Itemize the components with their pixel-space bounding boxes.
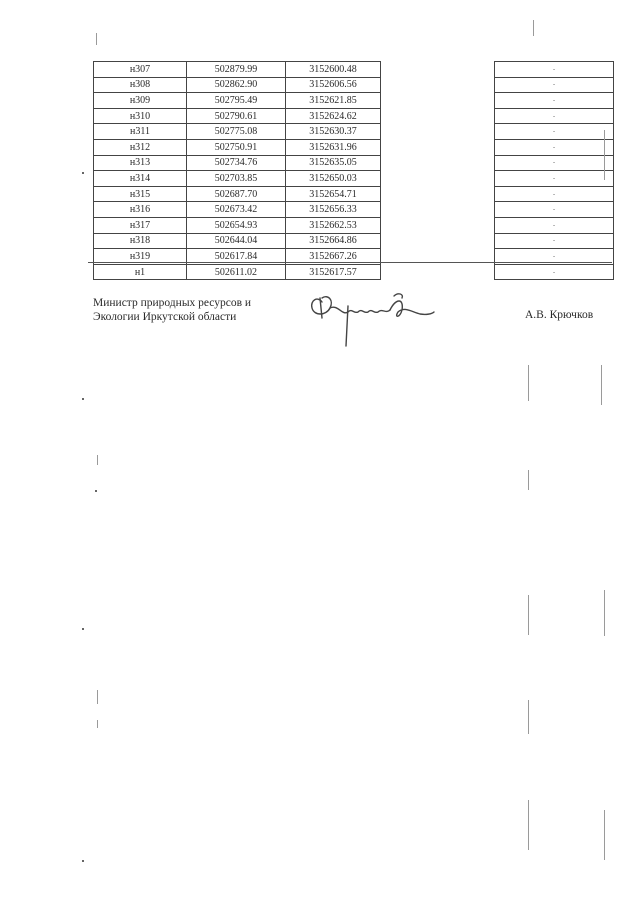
scan-artifact-dot <box>82 860 84 862</box>
table-row <box>94 264 614 280</box>
empty-column-gap <box>381 62 495 78</box>
coordinates-table-body <box>94 62 614 280</box>
point-cell: н316 <box>94 202 187 218</box>
scan-artifact-line <box>97 690 98 704</box>
extra-cell: - <box>495 77 614 93</box>
y-coordinate-cell: 3152635.05 <box>286 155 381 171</box>
y-coordinate-cell: 3152631.96 <box>286 139 381 155</box>
extra-cell: - <box>495 249 614 265</box>
scan-artifact-line <box>528 365 529 401</box>
extra-cell: - <box>495 124 614 140</box>
x-coordinate-cell: 502611.02 <box>187 264 286 280</box>
empty-column-gap <box>381 77 495 93</box>
empty-column-gap <box>381 264 495 280</box>
extra-cell: - <box>495 186 614 202</box>
scan-artifact-line <box>604 590 605 636</box>
minister-name: А.В. Крючков <box>525 309 594 321</box>
table-row <box>94 139 614 155</box>
x-coordinate-cell: 502617.84 <box>187 249 286 265</box>
table-row <box>94 108 614 124</box>
x-coordinate-cell: 502795.49 <box>187 93 286 109</box>
x-coordinate-cell: 502734.76 <box>187 155 286 171</box>
empty-column-gap <box>381 108 495 124</box>
scan-artifact-dot <box>95 490 97 492</box>
empty-column-gap <box>381 233 495 249</box>
extra-cell: - <box>495 202 614 218</box>
table-row <box>94 171 614 187</box>
table-bottom-rule <box>88 262 612 263</box>
empty-column-gap <box>381 202 495 218</box>
x-coordinate-cell: 502703.85 <box>187 171 286 187</box>
table-row <box>94 155 614 171</box>
extra-cell: - <box>495 108 614 124</box>
y-coordinate-cell: 3152654.71 <box>286 186 381 202</box>
table-row <box>94 77 614 93</box>
point-cell: н318 <box>94 233 187 249</box>
extra-cell: - <box>495 155 614 171</box>
extra-cell: - <box>495 217 614 233</box>
empty-column-gap <box>381 93 495 109</box>
x-coordinate-cell: 502862.90 <box>187 77 286 93</box>
point-cell: н1 <box>94 264 187 280</box>
table-row <box>94 202 614 218</box>
y-coordinate-cell: 3152667.26 <box>286 249 381 265</box>
scan-artifact-dot <box>82 172 84 174</box>
x-coordinate-cell: 502644.04 <box>187 233 286 249</box>
empty-column-gap <box>381 155 495 171</box>
x-coordinate-cell: 502790.61 <box>187 108 286 124</box>
y-coordinate-cell: 3152621.85 <box>286 93 381 109</box>
extra-cell: - <box>495 264 614 280</box>
y-coordinate-cell: 3152600.48 <box>286 62 381 78</box>
point-cell: н307 <box>94 62 187 78</box>
point-cell: н308 <box>94 77 187 93</box>
y-coordinate-cell: 3152617.57 <box>286 264 381 280</box>
point-cell: н310 <box>94 108 187 124</box>
extra-cell: - <box>495 93 614 109</box>
x-coordinate-cell: 502687.70 <box>187 186 286 202</box>
empty-column-gap <box>381 139 495 155</box>
x-coordinate-cell: 502673.42 <box>187 202 286 218</box>
empty-column-gap <box>381 171 495 187</box>
y-coordinate-cell: 3152656.33 <box>286 202 381 218</box>
scan-artifact-line <box>533 20 534 36</box>
empty-column-gap <box>381 124 495 140</box>
x-coordinate-cell: 502879.99 <box>187 62 286 78</box>
point-cell: н311 <box>94 124 187 140</box>
x-coordinate-cell: 502750.91 <box>187 139 286 155</box>
table-row <box>94 233 614 249</box>
minister-title <box>93 296 251 324</box>
table-row <box>94 93 614 109</box>
empty-column-gap <box>381 217 495 233</box>
handwritten-signature <box>308 288 438 352</box>
point-cell: н312 <box>94 139 187 155</box>
extra-cell: - <box>495 233 614 249</box>
coordinates-table <box>93 61 614 280</box>
table-row <box>94 186 614 202</box>
y-coordinate-cell: 3152662.53 <box>286 217 381 233</box>
minister-title-line-2: Экологии Иркутской области <box>93 311 237 323</box>
y-coordinate-cell: 3152624.62 <box>286 108 381 124</box>
minister-title-line-1: Министр природных ресурсов и <box>93 297 252 309</box>
table-row <box>94 217 614 233</box>
scan-artifact-line <box>604 810 605 860</box>
y-coordinate-cell: 3152650.03 <box>286 171 381 187</box>
scan-artifact-line <box>97 720 98 728</box>
scan-artifact-line <box>96 33 97 45</box>
point-cell: н313 <box>94 155 187 171</box>
scan-artifact-line <box>604 130 605 180</box>
extra-cell: - <box>495 139 614 155</box>
x-coordinate-cell: 502654.93 <box>187 217 286 233</box>
scan-artifact-dot <box>82 398 84 400</box>
y-coordinate-cell: 3152630.37 <box>286 124 381 140</box>
table-row <box>94 62 614 78</box>
scan-artifact-line <box>97 455 98 465</box>
table-row <box>94 124 614 140</box>
scan-artifact-line <box>528 700 529 734</box>
point-cell: н314 <box>94 171 187 187</box>
scan-artifact-line <box>601 365 602 405</box>
point-cell: н309 <box>94 93 187 109</box>
x-coordinate-cell: 502775.08 <box>187 124 286 140</box>
point-cell: н315 <box>94 186 187 202</box>
scan-artifact-line <box>528 470 529 490</box>
empty-column-gap <box>381 186 495 202</box>
y-coordinate-cell: 3152664.86 <box>286 233 381 249</box>
extra-cell: - <box>495 62 614 78</box>
scan-artifact-line <box>528 800 529 850</box>
point-cell: н317 <box>94 217 187 233</box>
point-cell: н319 <box>94 249 187 265</box>
extra-cell: - <box>495 171 614 187</box>
scan-artifact-line <box>528 595 529 635</box>
y-coordinate-cell: 3152606.56 <box>286 77 381 93</box>
scan-artifact-dot <box>82 628 84 630</box>
